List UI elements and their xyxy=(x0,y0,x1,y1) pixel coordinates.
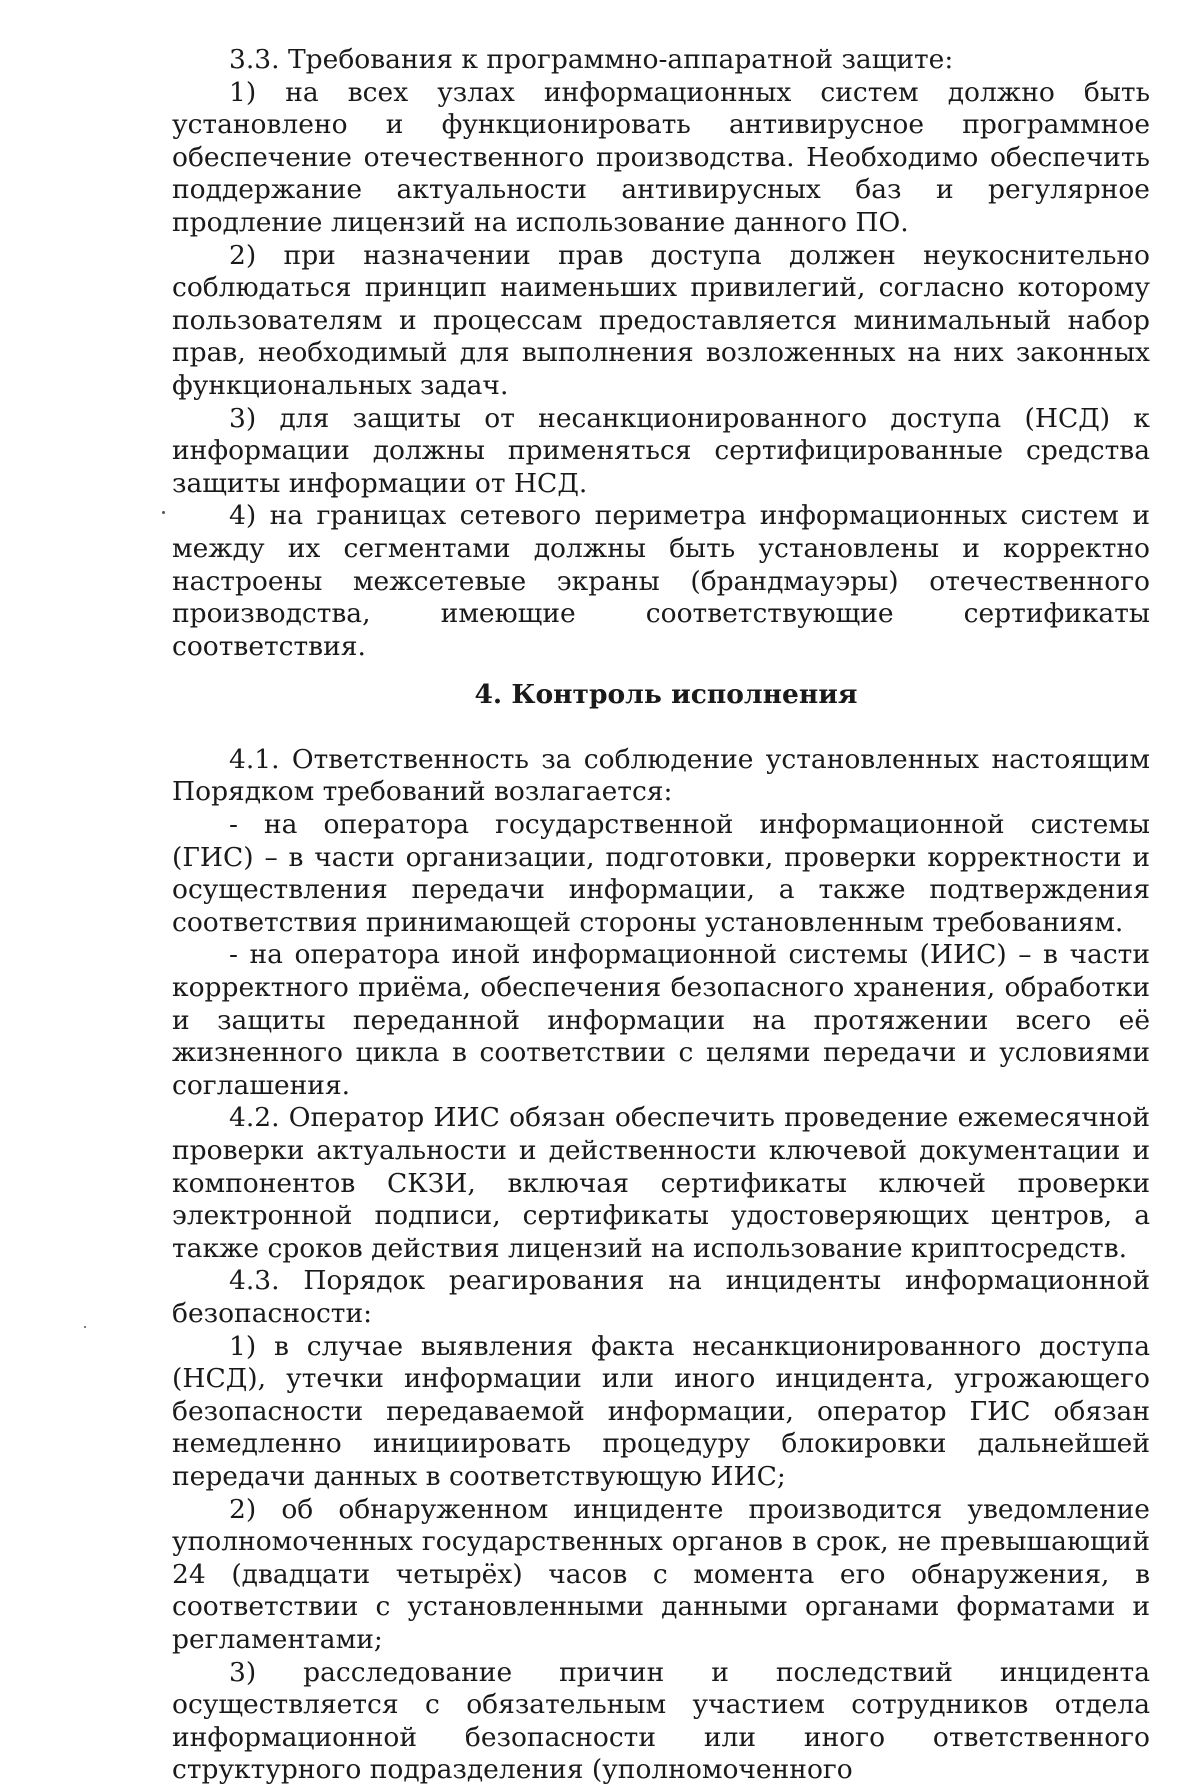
paragraph-4-3-2: 2) об обнаруженном инциденте производится уведомление уполномоченных государственных органов в срок, не превышающий 24 (двадцати четырёх) часов с момента его обнаружения, в соответствии с установленными данными органами форматами и регламентами; xyxy=(172,1493,1150,1655)
paragraph-4-2: 4.2. Оператор ИИС обязан обеспечить проведение ежемесячной проверки актуальности и действенности ключевой документации и компонентов СКЗИ, включая сертификаты ключей проверки электронной подписи, сертификаты удостоверяющих центров, а также сроков действия лицензий на использование криптосредств. xyxy=(172,1102,1150,1264)
paragraph-4-1: 4.1. Ответственность за соблюдение установленных настоящим Порядком требований возлагается: xyxy=(172,743,1150,808)
paragraph-3-3-2: 2) при назначении прав доступа должен неукоснительно соблюдаться принцип наименьших привилегий, согласно которому пользователям и процессам предоставляется минимальный набор прав, необходимый для выполнения возложенных на них законных функциональных задач. xyxy=(172,239,1150,401)
paragraph-3-3-3: 3) для защиты от несанкционированного доступа (НСД) к информации должны применяться сертифицированные средства защиты информации от НСД. xyxy=(172,402,1150,499)
scan-speck xyxy=(162,511,165,514)
spacer xyxy=(172,663,1150,679)
spacer xyxy=(172,712,1150,744)
paragraph-4-3-3: 3) расследование причин и последствий инцидента осуществляется с обязательным участием сотрудников отдела информационной безопасности или иного ответственного структурного подразделения (уполномоченного xyxy=(172,1656,1150,1786)
document-page xyxy=(172,44,1150,1787)
paragraph-3-3-1: 1) на всех узлах информационных систем должно быть установлено и функционировать антивирусное программное обеспечение отечественного производства. Необходимо обеспечить поддержание актуальности антивирусных баз и регулярное продление лицензий на использование данного ПО. xyxy=(172,76,1150,238)
paragraph-3-3-4: 4) на границах сетевого периметра информационных систем и между их сегментами должны быть установлены и корректно настроены межсетевые экраны (брандмауэры) отечественного производства, имеющие соответствующие сертификаты соответствия. xyxy=(172,500,1150,662)
paragraph-4-1-iis: - на оператора иной информационной системы (ИИС) – в части корректного приёма, обеспечения безопасного хранения, обработки и защиты переданной информации на протяжении всего её жизненного цикла в соответствии с целями передачи и условиями соглашения. xyxy=(172,939,1150,1101)
section-4-heading: 4. Контроль исполнения xyxy=(474,679,858,711)
paragraph-4-1-gis: - на оператора государственной информационной системы (ГИС) – в части организации, подготовки, проверки корректности и осуществления передачи информации, а также подтверждения соответствия принимающей стороны установленным требованиям. xyxy=(172,809,1150,938)
scan-speck xyxy=(84,1326,86,1328)
paragraph-3-3: 3.3. Требования к программно-аппаратной защите: xyxy=(229,44,954,75)
paragraph-4-3: 4.3. Порядок реагирования на инциденты информационной безопасности: xyxy=(172,1265,1150,1329)
paragraph-4-3-1: 1) в случае выявления факта несанкционированного доступа (НСД), утечки информации или иного инцидента, угрожающего безопасности передаваемой информации, оператор ГИС обязан немедленно инициировать процедуру блокировки дальнейшей передачи данных в соответствующую ИИС; xyxy=(172,1330,1150,1492)
